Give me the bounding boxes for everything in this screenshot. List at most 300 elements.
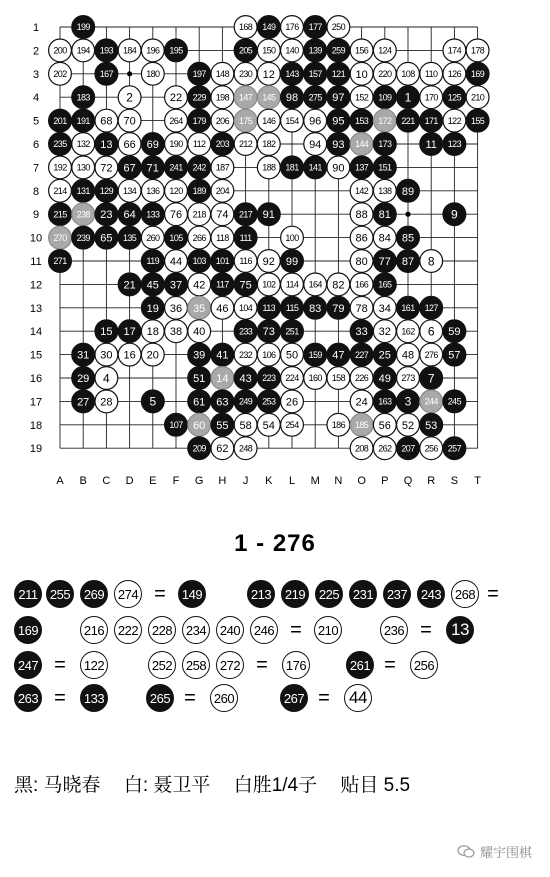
note-black-stone: 237 xyxy=(383,580,411,608)
stone-number: 69 xyxy=(146,138,159,151)
stone-number: 85 xyxy=(401,232,415,245)
col-label: F xyxy=(172,475,180,487)
watermark-text: 耀宇围棋 xyxy=(479,845,532,860)
stone-number: 160 xyxy=(308,373,322,384)
game-outcome: 白胜1/4子 xyxy=(233,775,318,796)
note-white-stone: 256 xyxy=(410,651,438,679)
stone-number: 5 xyxy=(149,394,157,409)
col-label: D xyxy=(125,475,134,487)
stone-number: 35 xyxy=(193,302,206,315)
stone-number: 197 xyxy=(192,69,206,80)
row-label: 11 xyxy=(30,256,42,268)
stone-number: 58 xyxy=(239,419,252,432)
stone-number: 78 xyxy=(355,302,368,315)
stone-number: 193 xyxy=(99,45,114,56)
stone-number: 3 xyxy=(404,394,412,409)
note-black-stone: 269 xyxy=(80,580,108,608)
stone-number: 137 xyxy=(354,162,369,173)
stone-number: 27 xyxy=(77,396,90,409)
stone-number: 11 xyxy=(425,138,437,151)
stone-number: 189 xyxy=(192,186,206,197)
move-range-title: 1 - 276 xyxy=(234,530,316,557)
stone-number: 212 xyxy=(238,139,253,150)
col-label: K xyxy=(265,475,273,487)
stone-number: 117 xyxy=(216,279,229,290)
stone-number: 157 xyxy=(308,69,322,80)
col-label: C xyxy=(102,475,111,487)
stone-number: 41 xyxy=(216,349,229,362)
stone-number: 257 xyxy=(447,443,462,454)
stone-number: 188 xyxy=(262,162,276,173)
stone-number: 190 xyxy=(169,139,183,150)
stone-number: 132 xyxy=(76,139,90,150)
note-black-stone: 149 xyxy=(178,580,206,608)
stone-number: 224 xyxy=(285,373,299,384)
stone-number: 134 xyxy=(122,186,137,197)
col-label: N xyxy=(334,475,343,487)
stone-number: 106 xyxy=(262,349,276,360)
stone-number: 192 xyxy=(53,162,67,173)
stone-number: 101 xyxy=(215,256,230,267)
stone-number: 271 xyxy=(53,256,67,267)
stone-number: 23 xyxy=(100,209,113,222)
stone-number: 15 xyxy=(100,326,113,339)
note-white-stone: 268 xyxy=(451,580,479,608)
row-label: 12 xyxy=(29,279,43,292)
stone-number: 118 xyxy=(216,232,229,243)
stone-number: 74 xyxy=(216,209,229,222)
stone-number: 201 xyxy=(53,115,67,126)
stone-number: 56 xyxy=(378,419,391,432)
stone-number: 79 xyxy=(332,302,345,315)
stone-number: 55 xyxy=(216,419,229,432)
stone-number: 2 xyxy=(126,90,133,105)
stone-number: 71 xyxy=(146,162,159,175)
stone-number: 248 xyxy=(238,443,253,454)
stone-number: 196 xyxy=(146,45,160,56)
note-white-stone: 246 xyxy=(250,616,278,644)
stone-number: 111 xyxy=(239,232,252,243)
row-label: 1 xyxy=(32,22,40,34)
stone-number: 99 xyxy=(285,255,299,268)
note-black-stone: 169 xyxy=(14,616,42,644)
stone-number: 126 xyxy=(447,69,462,80)
stone-number: 164 xyxy=(308,279,322,290)
stone-number: 60 xyxy=(193,419,206,432)
stone-number: 105 xyxy=(169,232,183,243)
stone-number: 202 xyxy=(53,69,67,80)
stone-number: 110 xyxy=(424,69,438,80)
game-result xyxy=(14,770,428,797)
stone-number: 175 xyxy=(238,115,253,126)
stone-number: 163 xyxy=(378,396,392,407)
col-label: G xyxy=(194,475,204,487)
stone-number: 178 xyxy=(470,45,485,56)
black-player: 黑: 马晓春 xyxy=(14,775,101,796)
stone-number: 54 xyxy=(262,419,275,432)
stone-number: 256 xyxy=(424,443,438,454)
stone-number: 259 xyxy=(331,45,346,56)
stone-number: 37 xyxy=(169,279,183,292)
stone-number: 139 xyxy=(308,45,322,56)
note-black-stone: 13 xyxy=(446,616,474,644)
stone-number: 102 xyxy=(262,279,276,290)
stone-number: 18 xyxy=(146,326,159,339)
stone-number: 6 xyxy=(427,324,435,339)
stone-number: 4 xyxy=(103,371,110,386)
equals-sign: = xyxy=(154,583,166,605)
stone-number: 186 xyxy=(331,420,346,431)
stone-number: 28 xyxy=(100,396,113,409)
stone-number: 136 xyxy=(146,186,160,197)
stone-number: 91 xyxy=(262,209,275,222)
note-white-stone: 258 xyxy=(182,651,210,679)
stone-number: 153 xyxy=(354,115,369,126)
stone-number: 122 xyxy=(447,115,462,126)
equals-sign: = xyxy=(184,687,196,709)
note-black-stone: 211 xyxy=(14,580,42,608)
note-white-stone: 176 xyxy=(282,651,310,679)
equals-sign: = xyxy=(420,619,432,641)
stone-number: 210 xyxy=(470,92,485,103)
stone-number: 64 xyxy=(123,209,136,222)
note-black-stone: 213 xyxy=(247,580,275,608)
stone-number: 179 xyxy=(192,115,206,126)
stone-number: 273 xyxy=(401,373,415,384)
row-label: 15 xyxy=(29,349,43,362)
stone-number: 36 xyxy=(169,302,183,315)
stone-number: 123 xyxy=(447,139,462,150)
stone-number: 8 xyxy=(427,254,435,269)
stone-number: 135 xyxy=(122,232,137,243)
stone-number: 149 xyxy=(262,22,276,33)
stone-number: 226 xyxy=(354,373,369,384)
stone-number: 124 xyxy=(378,45,392,56)
move-notes xyxy=(0,580,550,720)
stone-number: 155 xyxy=(470,115,485,126)
note-white-stone: 216 xyxy=(80,616,108,644)
stone-number: 203 xyxy=(215,139,230,150)
stone-number: 220 xyxy=(378,69,392,80)
stone-number: 147 xyxy=(238,92,253,103)
note-black-stone: 265 xyxy=(146,684,174,712)
stone-number: 17 xyxy=(123,326,136,339)
col-label: R xyxy=(427,475,436,487)
stone-number: 109 xyxy=(378,92,392,103)
stone-number: 199 xyxy=(76,22,90,33)
stone-number: 144 xyxy=(354,139,369,150)
stone-number: 38 xyxy=(169,326,183,339)
stone-number: 141 xyxy=(308,162,322,173)
stone-number: 142 xyxy=(354,186,369,197)
stone-number: 214 xyxy=(53,186,67,197)
equals-sign: = xyxy=(54,687,66,709)
col-label: J xyxy=(242,475,249,487)
stone-number: 198 xyxy=(215,92,230,103)
stone-number: 80 xyxy=(355,255,368,268)
stone-number: 260 xyxy=(146,232,160,243)
stone-number: 16 xyxy=(123,349,136,362)
stone-number: 24 xyxy=(355,396,368,409)
equals-sign: = xyxy=(487,583,499,605)
equals-sign: = xyxy=(290,619,302,641)
stone-number: 218 xyxy=(192,209,206,220)
stone-number: 49 xyxy=(378,372,391,385)
stone-number: 172 xyxy=(378,115,392,126)
stone-number: 140 xyxy=(285,45,299,56)
note-white-stone: 236 xyxy=(380,616,408,644)
stone-number: 180 xyxy=(146,69,160,80)
stone-number: 25 xyxy=(378,349,391,362)
note-white-stone: 252 xyxy=(148,651,176,679)
col-label: L xyxy=(288,475,296,487)
stone-number: 33 xyxy=(355,326,368,339)
equals-sign: = xyxy=(256,654,268,676)
stone-number: 238 xyxy=(76,209,90,220)
stone-number: 53 xyxy=(425,419,438,432)
stone-number: 223 xyxy=(262,373,276,384)
stone-number: 194 xyxy=(76,45,90,56)
note-white-stone: 234 xyxy=(182,616,210,644)
stone-number: 230 xyxy=(238,69,253,80)
col-label: Q xyxy=(403,475,413,487)
stone-number: 183 xyxy=(76,92,90,103)
col-label: A xyxy=(56,475,64,487)
stone-number: 68 xyxy=(100,115,113,128)
stone-number: 254 xyxy=(285,420,299,431)
stone-number: 165 xyxy=(378,279,392,290)
stone-number: 82 xyxy=(332,279,345,292)
stone-number: 94 xyxy=(309,138,322,151)
equals-sign: = xyxy=(384,654,396,676)
stone-number: 249 xyxy=(238,396,253,407)
stone-number: 205 xyxy=(238,45,253,56)
stone-number: 88 xyxy=(355,209,368,222)
row-label: 13 xyxy=(29,302,43,315)
stone-number: 276 xyxy=(424,349,438,360)
stone-number: 229 xyxy=(192,92,206,103)
stone-number: 66 xyxy=(123,138,136,151)
stone-number: 90 xyxy=(332,162,345,175)
row-label: 7 xyxy=(32,162,40,175)
stone-number: 20 xyxy=(146,349,159,362)
note-white-stone: 240 xyxy=(216,616,244,644)
stone-number: 215 xyxy=(53,209,67,220)
stone-number: 65 xyxy=(100,232,113,245)
stone-number: 195 xyxy=(169,45,183,56)
stone-number: 50 xyxy=(285,349,299,362)
wechat-icon xyxy=(457,845,475,858)
stone-number: 59 xyxy=(448,326,461,339)
stone-number: 95 xyxy=(332,115,345,128)
note-white-stone: 228 xyxy=(148,616,176,644)
stone-number: 185 xyxy=(354,420,369,431)
note-white-stone: 44 xyxy=(344,684,372,712)
stone-number: 119 xyxy=(146,256,160,267)
stone-number: 168 xyxy=(238,22,253,33)
row-label: 4 xyxy=(32,92,40,105)
stone-number: 89 xyxy=(401,185,415,198)
note-black-stone: 133 xyxy=(80,684,108,712)
stone-number: 221 xyxy=(401,115,415,126)
stone-number: 46 xyxy=(216,302,229,315)
stone-number: 39 xyxy=(193,349,206,362)
stone-number: 1 xyxy=(404,90,412,105)
stone-number: 63 xyxy=(216,396,229,409)
stone-number: 47 xyxy=(332,349,345,362)
stone-number: 9 xyxy=(451,207,458,222)
stone-number: 176 xyxy=(285,22,299,33)
row-label: 8 xyxy=(32,185,40,198)
stone-number: 242 xyxy=(192,162,206,173)
row-label: 17 xyxy=(29,396,43,409)
row-label: 10 xyxy=(29,232,43,245)
stone-number: 131 xyxy=(76,186,90,197)
stone-number: 120 xyxy=(169,186,183,197)
stone-number: 51 xyxy=(193,372,206,385)
stone-number: 129 xyxy=(99,186,114,197)
stone-number: 114 xyxy=(285,279,299,290)
stone-number: 57 xyxy=(448,349,461,362)
col-label: S xyxy=(450,475,459,487)
stone-number: 154 xyxy=(285,115,299,126)
stone-number: 207 xyxy=(401,443,415,454)
note-black-stone: 247 xyxy=(14,651,42,679)
stone-number: 200 xyxy=(53,45,67,56)
stone-number: 72 xyxy=(100,162,113,175)
stone-number: 270 xyxy=(53,232,67,243)
stone-number: 150 xyxy=(262,45,276,56)
stone-number: 77 xyxy=(378,255,391,268)
stone-number: 73 xyxy=(262,326,275,339)
stone-number: 103 xyxy=(192,256,206,267)
stone-number: 44 xyxy=(169,255,183,268)
col-label: E xyxy=(149,475,157,487)
note-black-stone: 219 xyxy=(281,580,309,608)
note-white-stone: 274 xyxy=(114,580,142,608)
stone-number: 42 xyxy=(193,279,206,292)
stone-number: 97 xyxy=(332,92,345,105)
row-label: 2 xyxy=(32,45,40,58)
stone-number: 208 xyxy=(354,443,369,454)
stone-number: 251 xyxy=(285,326,299,337)
stone-number: 61 xyxy=(193,396,206,409)
row-label: 3 xyxy=(32,68,40,81)
stone-number: 158 xyxy=(331,373,346,384)
note-black-stone: 261 xyxy=(346,651,374,679)
stone-number: 7 xyxy=(427,371,435,386)
stone-number: 146 xyxy=(262,115,276,126)
stone-number: 152 xyxy=(354,92,369,103)
stone-number: 13 xyxy=(100,138,113,151)
col-label: B xyxy=(79,475,87,487)
row-label: 18 xyxy=(29,419,43,432)
note-black-stone: 231 xyxy=(349,580,377,608)
stone-number: 181 xyxy=(285,162,299,173)
row-label: 16 xyxy=(29,373,43,385)
stone-number: 43 xyxy=(239,372,252,385)
stone-number: 206 xyxy=(215,115,230,126)
col-label: H xyxy=(218,475,227,487)
stone-number: 10 xyxy=(355,68,368,81)
stone-number: 127 xyxy=(424,303,438,314)
watermark xyxy=(457,842,532,861)
stone-number: 191 xyxy=(76,115,90,126)
stone-number: 182 xyxy=(262,139,276,150)
stone-number: 108 xyxy=(401,69,415,80)
stone-number: 171 xyxy=(424,115,438,126)
stone-number: 151 xyxy=(378,162,392,173)
stone-number: 253 xyxy=(262,396,276,407)
stone-number: 21 xyxy=(123,279,136,292)
stone-number: 113 xyxy=(262,303,276,314)
stone-number: 133 xyxy=(146,209,160,220)
stone-number: 167 xyxy=(99,69,114,80)
stone-number: 170 xyxy=(424,92,438,103)
stone-number: 83 xyxy=(309,302,322,315)
stone-number: 81 xyxy=(378,209,391,222)
stone-number: 264 xyxy=(169,115,183,126)
stone-number: 98 xyxy=(285,92,299,105)
stone-number: 187 xyxy=(215,162,230,173)
stone-number: 14 xyxy=(216,372,229,385)
stone-number: 235 xyxy=(53,139,67,150)
stone-number: 161 xyxy=(401,303,415,314)
stone-number: 174 xyxy=(447,45,462,56)
stone-number: 173 xyxy=(378,139,392,150)
col-label: M xyxy=(310,475,320,487)
stone-number: 250 xyxy=(331,22,346,33)
stone-number: 84 xyxy=(378,232,391,245)
stone-number: 184 xyxy=(122,45,137,56)
stone-number: 40 xyxy=(193,326,206,339)
note-black-stone: 255 xyxy=(46,580,74,608)
row-label: 19 xyxy=(29,443,43,456)
stone-number: 104 xyxy=(238,303,253,314)
stone-number: 138 xyxy=(378,186,392,197)
stone-number: 76 xyxy=(169,209,183,222)
stone-number: 96 xyxy=(309,115,322,128)
row-label: 14 xyxy=(29,326,43,339)
stone-number: 93 xyxy=(332,138,345,151)
stone-number: 115 xyxy=(285,303,299,314)
note-white-stone: 222 xyxy=(114,616,142,644)
stone-number: 22 xyxy=(169,92,183,105)
star-point xyxy=(405,212,410,217)
stone-number: 48 xyxy=(401,349,415,362)
row-label: 5 xyxy=(32,115,40,128)
stone-number: 143 xyxy=(285,69,299,80)
note-black-stone: 225 xyxy=(315,580,343,608)
note-black-stone: 243 xyxy=(417,580,445,608)
stone-number: 166 xyxy=(354,279,369,290)
stone-number: 121 xyxy=(331,69,346,80)
note-white-stone: 272 xyxy=(216,651,244,679)
col-label: T xyxy=(474,475,481,487)
stone-number: 31 xyxy=(77,349,90,362)
stone-number: 125 xyxy=(447,92,462,103)
stone-number: 159 xyxy=(308,349,322,360)
stone-number: 177 xyxy=(308,22,322,33)
stone-number: 45 xyxy=(146,279,159,292)
stone-number: 169 xyxy=(470,69,485,80)
stone-number: 26 xyxy=(285,396,299,409)
stone-number: 156 xyxy=(354,45,369,56)
stone-number: 52 xyxy=(401,419,415,432)
stone-number: 29 xyxy=(77,372,90,385)
stone-number: 245 xyxy=(447,396,462,407)
note-black-stone: 267 xyxy=(280,684,308,712)
